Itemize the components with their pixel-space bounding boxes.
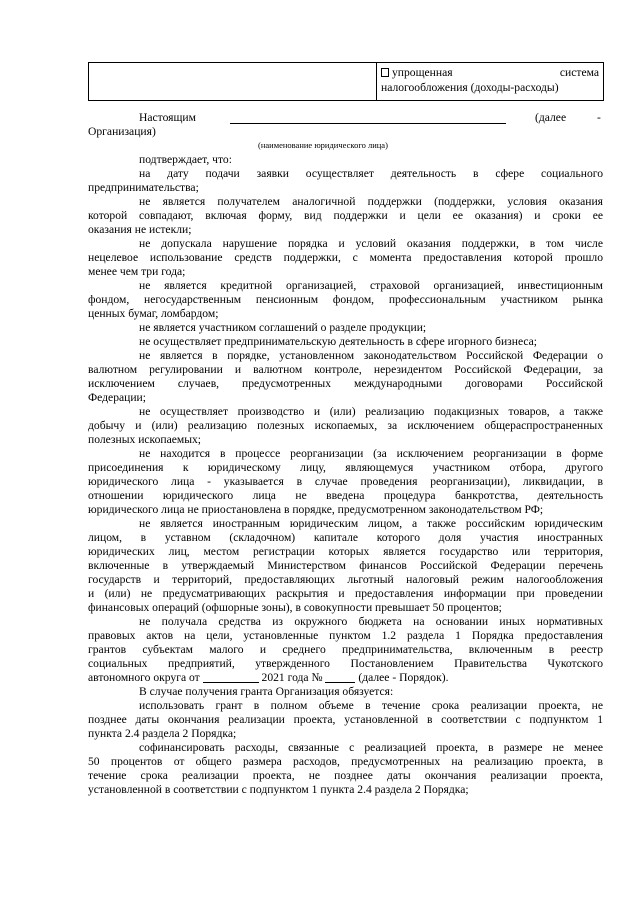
text-line: В случае получения гранта Организация обязуется: [139, 685, 394, 698]
org-name-caption: (наименование юридического лица) [258, 140, 388, 150]
text-line: не получала средства из окружного бюджета на основании иных нормативных [139, 615, 603, 628]
date-line-middle: 2021 года № [261, 671, 323, 684]
text-line: не находится в процессе реорганизации (за исключением реорганизации в форме [139, 447, 603, 460]
text-line: предпринимательства; [88, 181, 199, 194]
text-line: государств и территорий, предоставляющих льготный налоговый режим налогообложения [88, 573, 603, 586]
text-line: не является участником соглашений о разделе продукции; [139, 321, 427, 334]
text-line: Федерации; [88, 391, 146, 404]
text-line: которой совпадают, включая форму, вид поддержки и цели ее оказания) и сроки ее [88, 209, 603, 222]
text-line: социальных предприятий, утвержденного Постановлением Правительства Чукотского [88, 657, 603, 670]
org-name-blank[interactable] [230, 123, 506, 124]
intro-word: Настоящим [139, 111, 196, 124]
text-line: не осуществляет предпринимательскую деятельность в сфере игорного бизнеса; [139, 335, 538, 348]
tax-option-label-1: упрощенная [392, 66, 453, 79]
tax-system-table [88, 62, 604, 101]
text-line: добычу и (или) реализацию полезных ископаемых, за исключением общераспространенных [88, 419, 603, 432]
number-blank[interactable] [325, 672, 355, 683]
text-line: лицом, в уставном (складочном) капитале которого доля участия иностранных [88, 531, 603, 544]
date-line [88, 671, 449, 685]
text-line: оказания не истекли; [88, 223, 192, 236]
text-line: фондом, негосударственным пенсионным фондом, профессиональным участником рынка [88, 293, 603, 306]
date-blank[interactable] [203, 672, 259, 683]
text-line: не является кредитной организацией, страховой организацией, инвестиционным [139, 279, 603, 292]
text-line: грантов субъектам малого и среднего предпринимательства, включенным в реестр [88, 643, 603, 656]
tax-option-cell [381, 65, 599, 95]
text-line: не является иностранным юридическим лицом, а также российским юридическим [139, 517, 603, 530]
text-line: 50 процентов от общего размера расходов, предусмотренных на реализацию проекта, в [88, 755, 603, 768]
date-line-prefix: автономного округа от [88, 671, 200, 684]
text-line: ценных бумаг, ломбардом; [88, 307, 219, 320]
text-line: позднее даты окончания реализации проекта, установленной в соответствии с подпунктом 1 [88, 713, 603, 726]
text-line: пункта 2.4 раздела 2 Порядка; [88, 727, 237, 740]
text-line: правовых актов на цели, установленные пунктом 1.2 раздела 1 Порядка предоставления [88, 629, 603, 642]
tax-option-label-2: система [559, 66, 599, 79]
tax-option-label-3: налогообложения (доходы-расходы) [381, 81, 559, 94]
text-line: юридического лица не приостановлена в порядке, предусмотренном законодательством РФ; [88, 503, 544, 516]
confirms-text: подтверждает, что: [139, 153, 232, 166]
text-line: отношении юридического лица не введена процедура банкротства, деятельность [88, 489, 603, 502]
text-line: менее чем три года; [88, 265, 186, 278]
text-line: юридических лиц, местом регистрации которых является государство или территория, [88, 545, 603, 558]
text-line: финансовых операций (офшорные зоны), в совокупности превышает 50 процентов; [88, 601, 502, 614]
intro-alias: (далее [535, 111, 567, 124]
intro-alias-end: Организация) [88, 125, 156, 138]
text-line: софинансировать расходы, связанные с реализацией проекта, в размере не менее [139, 741, 603, 754]
checkbox-icon[interactable] [381, 68, 389, 77]
intro-dash: - [597, 111, 601, 124]
text-line: присоединения к юридическому лицу, являющемуся участником отбора, другого [88, 461, 603, 474]
text-line: полезных ископаемых; [88, 433, 202, 446]
text-line: использовать грант в полном объеме в течение срока реализации проекта, не [139, 699, 603, 712]
text-line: установленной в соответствии с подпунктом 1 пункта 2.4 раздела 2 Порядка; [88, 783, 469, 796]
date-line-suffix: (далее - Порядок). [358, 671, 449, 684]
text-line: исключением случаев, предусмотренных международными договорами Российской [88, 377, 603, 390]
text-line: не является получателем аналогичной поддержки (поддержки, условия оказания [139, 195, 603, 208]
text-line: и (или) не предусматривающих раскрытия и предоставления информации при проведении [88, 587, 603, 600]
text-line: на дату подачи заявки осуществляет деятельность в сфере социального [139, 167, 603, 180]
table-divider [376, 63, 377, 100]
text-line: течение срока реализации проекта, не позднее даты окончания реализации проекта, [88, 769, 603, 782]
text-line: юридического лица - указывается в случае проведения реорганизации), ликвидации, в [88, 475, 603, 488]
text-line: не осуществляет производство и (или) реализацию подакцизных товаров, а также [139, 405, 603, 418]
text-line: валютном регулировании и валютном контроле, нерезидентом Российской Федерации, за [88, 363, 603, 376]
text-line: нецелевое использование средств поддержки, с момента предоставления которой прошло [88, 251, 603, 264]
text-line: включенные в утверждаемый Министерством финансов Российской Федерации перечень [88, 559, 603, 572]
text-line: не является в порядке, установленном законодательством Российской Федерации о [139, 349, 603, 362]
text-line: не допускала нарушение порядка и условий оказания поддержки, в том числе [139, 237, 603, 250]
